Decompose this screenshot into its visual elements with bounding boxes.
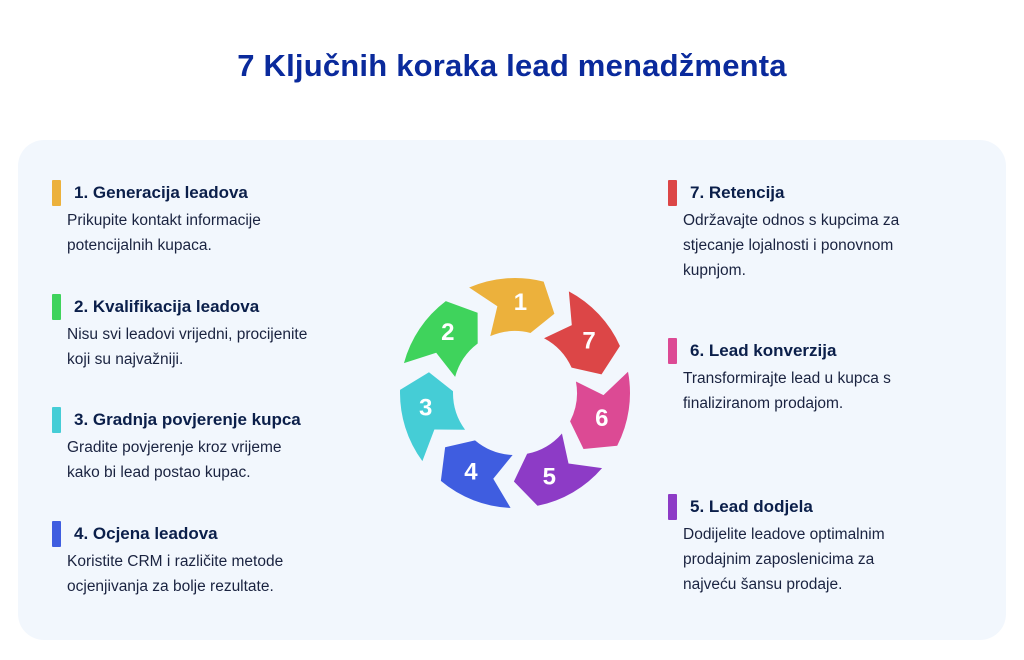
- step-1-color-bar: [52, 180, 61, 206]
- page-title: 7 Ključnih koraka lead menadžmenta: [237, 48, 787, 83]
- step-5-description: Dodijelite leadove optimalnim prodajnim zaposlenicima za najveću šansu prodaje.: [683, 526, 885, 593]
- step-4-color-bar: [52, 521, 61, 547]
- step-5: [668, 492, 968, 597]
- step-1-heading: 1. Generacija leadova: [74, 183, 248, 202]
- cycle-label-2: 2: [441, 318, 455, 346]
- step-3-heading: 3. Gradnja povjerenje kupca: [74, 410, 301, 429]
- step-7-color-bar: [668, 180, 677, 206]
- step-1-description: Prikupite kontakt informacije potencijalnih kupaca.: [67, 212, 261, 254]
- cycle-segment-1: [469, 278, 554, 336]
- step-2-heading: 2. Kvalifikacija leadova: [74, 297, 260, 316]
- step-5-heading: 5. Lead dodjela: [690, 497, 813, 516]
- cycle-label-6: 6: [595, 404, 609, 432]
- cycle-label-3: 3: [419, 394, 433, 422]
- step-4-heading: 4. Ocjena leadova: [74, 524, 218, 543]
- step-5-color-bar: [668, 494, 677, 520]
- step-4-description: Koristite CRM i različite metode ocjenjivanja za bolje rezultate.: [67, 553, 284, 595]
- step-7: [668, 178, 968, 283]
- step-7-heading: 7. Retencija: [690, 183, 785, 202]
- cycle-label-4: 4: [464, 458, 478, 486]
- step-2-color-bar: [52, 294, 61, 320]
- cycle-diagram: [390, 268, 640, 518]
- step-3-color-bar: [52, 407, 61, 433]
- step-6-heading: 6. Lead konverzija: [690, 341, 837, 360]
- cycle-label-1: 1: [513, 289, 528, 317]
- step-2: [52, 292, 352, 372]
- step-3: [52, 405, 352, 485]
- step-3-description: Gradite povjerenje kroz vrijeme kako bi lead postao kupac.: [67, 439, 282, 481]
- cycle-label-5: 5: [542, 463, 556, 491]
- step-6: [668, 336, 968, 416]
- step-1: [52, 178, 352, 258]
- step-7-description: Održavajte odnos s kupcima za stjecanje lojalnosti i ponovnom kupnjom.: [683, 212, 900, 279]
- cycle-label-7: 7: [582, 327, 596, 355]
- step-6-description: Transformirajte lead u kupca s finaliziranom prodajom.: [683, 370, 891, 412]
- step-2-description: Nisu svi leadovi vrijedni, procijenite koji su najvažniji.: [67, 326, 308, 368]
- step-6-color-bar: [668, 338, 677, 364]
- step-4: [52, 519, 352, 599]
